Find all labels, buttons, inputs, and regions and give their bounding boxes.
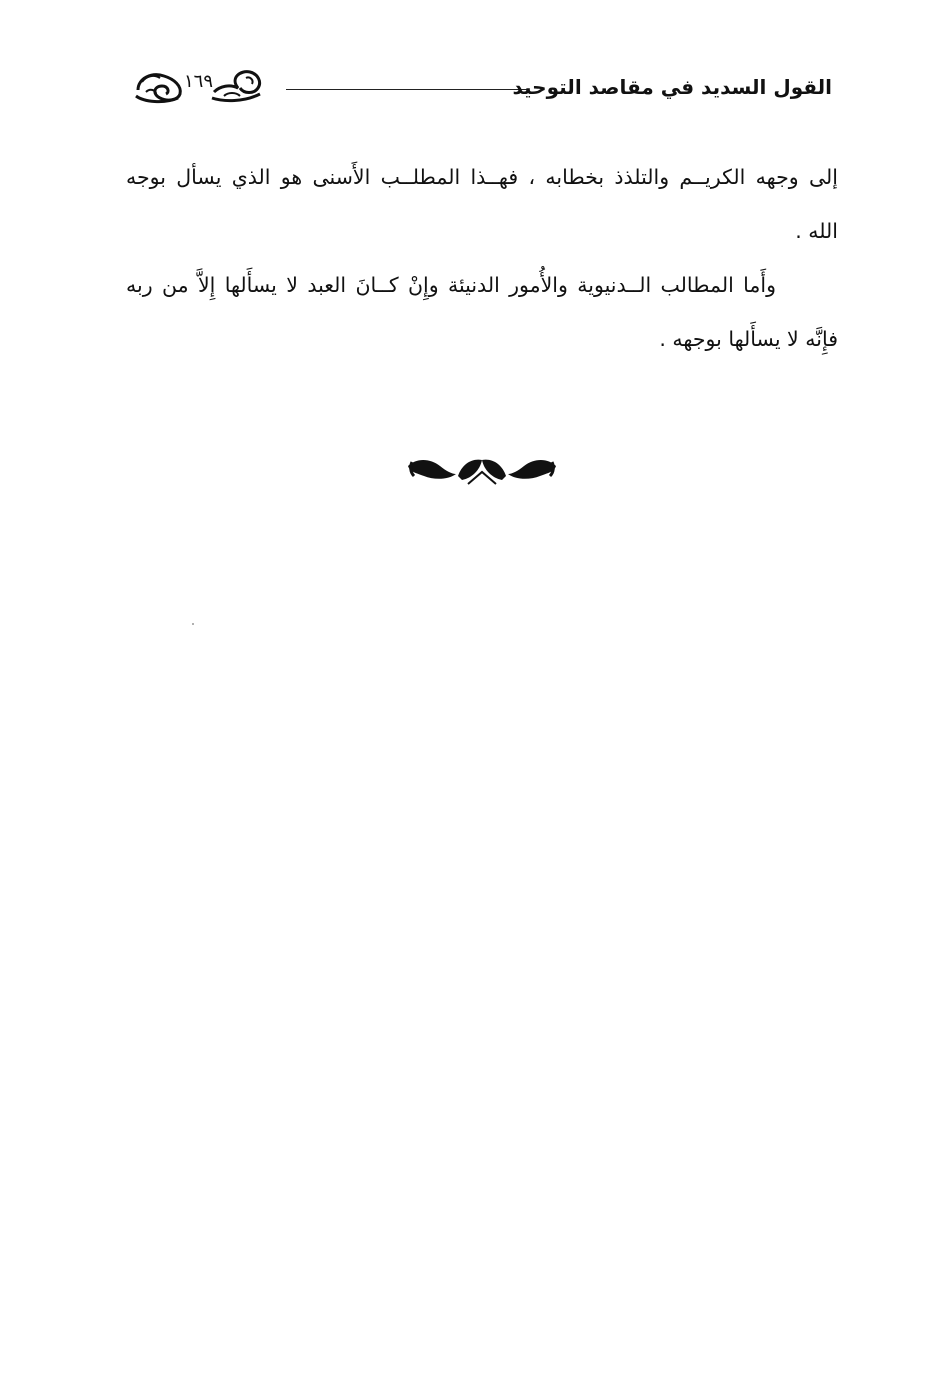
leaf-divider-ornament-icon (406, 452, 558, 488)
text-line: الله . (795, 219, 838, 243)
header-rule (286, 89, 528, 90)
floral-frame-ornament-icon (134, 68, 186, 104)
text-line: إلى وجهه الكريــم والتلذذ بخطابه ، فهــذا المطلــب الأَسنى هو الذي يسأل بوجه (126, 165, 838, 189)
paper-speck (192, 623, 194, 625)
page-header (128, 62, 838, 112)
paragraph-2 (126, 258, 838, 366)
running-header-title: القول السديد في مقاصد التوحيد (512, 75, 832, 99)
floral-frame-ornament-icon (210, 66, 264, 104)
paragraph-1 (126, 150, 838, 258)
text-line: وأَما المطالب الــدنيوية والأُمور الدنيئة وإِنْ كــانَ العبد لا يسأَلها إِلاَّ من ربه (126, 273, 776, 297)
text-line: فإِنَّه لا يسأَلها بوجهه . (659, 327, 838, 351)
page-number-ornament (128, 64, 268, 108)
page-number: ١٦٩ (184, 71, 214, 92)
page-body-text (126, 150, 838, 366)
